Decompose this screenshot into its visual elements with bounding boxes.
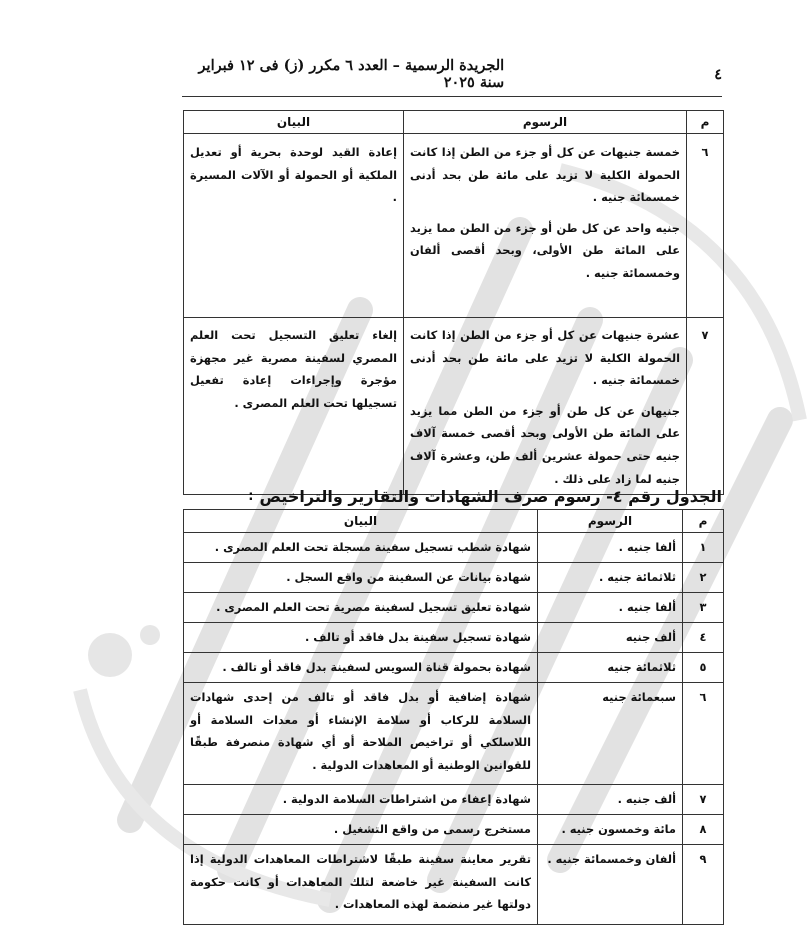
table3-header-desc: البيان — [184, 111, 404, 134]
table3-header-num: م — [687, 111, 724, 134]
description-cell: إعادة القيد لوحدة بحرية أو تعديل الملكية أو الحمولة أو الآلات المسيرة . — [184, 134, 404, 318]
gazette-title: الجريدة الرسمية – العدد ٦ مكرر (ز) فى ١٢ فبراير سنة ٢٠٢٥ — [198, 57, 505, 91]
fees-paragraph: جنيهان عن كل طن أو جزء من الطن مما يزيد على المائة طن الأولى وبحد أقصى خمسة آلاف جنيه حتى حمولة عشرين ألف طن، وعشرة آلاف جنيه لما زاد على ذلك . — [410, 403, 680, 486]
table4-header-fees: الرسوم — [538, 510, 683, 533]
running-header — [182, 57, 722, 91]
fees-cell: ألفا جنيه . — [538, 593, 683, 623]
row-number: ٤ — [683, 623, 724, 653]
row-number: ٢ — [683, 563, 724, 593]
row-number: ٣ — [683, 593, 724, 623]
description-cell: شهادة إضافية أو بدل فاقد أو تالف من إحدى شهادات السلامة للركاب أو سلامة الإنشاء أو معدات السلامة أو اللاسلكي أو تراخيص الملاحة أو أي شهادة منصرفة طبقًا للقوانين الوطنية أو المعاهدات الدولية . — [184, 683, 538, 785]
fees-paragraph: جنيه واحد عن كل طن أو جزء من الطن مما يزيد على المائة طن الأولى، وبحد أقصى ألفان وخمسمائة جنيه . — [410, 220, 680, 280]
table-row — [184, 318, 724, 495]
fees-paragraph: عشرة جنيهات عن كل أو جزء من الطن إذا كانت الحمولة الكلية لا تزيد على مائة طن بحد أدنى خمسمائة جنيه . — [410, 328, 680, 388]
page-number: ٤ — [714, 65, 722, 83]
fees-cell: ألف جنيه . — [538, 785, 683, 815]
table-row — [184, 563, 724, 593]
fees-cell — [404, 134, 687, 318]
fees-cell: ألف جنيه — [538, 623, 683, 653]
description-cell: شهادة بحمولة قناة السويس لسفينة بدل فاقد أو تالف . — [184, 653, 538, 683]
description-cell: إلغاء تعليق التسجيل تحت العلم المصري لسفينة مصرية غير مجهزة مؤجرة وإجراءات إعادة تفعيل تسجيلها تحت العلم المصرى . — [184, 318, 404, 495]
description-cell: تقرير معاينة سفينة طبقًا لاشتراطات المعاهدات الدولية إذا كانت السفينة غير خاضعة لتلك المعاهدات أو كانت حكومة دولتها غير منضمة لهذه المعاهدات . — [184, 845, 538, 925]
table4-certificates-fees — [183, 509, 724, 925]
fees-cell: ألفان وخمسمائة جنيه . — [538, 845, 683, 925]
row-number: ٩ — [683, 845, 724, 925]
row-number: ٥ — [683, 653, 724, 683]
row-number: ٧ — [683, 785, 724, 815]
description-cell: شهادة تسجيل سفينة بدل فاقد أو تالف . — [184, 623, 538, 653]
description-cell: شهادة تعليق تسجيل لسفينة مصرية تحت العلم المصرى . — [184, 593, 538, 623]
table-row — [184, 653, 724, 683]
table-row — [184, 845, 724, 925]
table-row — [184, 533, 724, 563]
header-divider — [182, 96, 722, 97]
row-number: ٧ — [687, 318, 724, 495]
fees-cell — [404, 318, 687, 495]
description-cell: شهادة بيانات عن السفينة من واقع السجل . — [184, 563, 538, 593]
description-cell: مستخرج رسمى من واقع التشغيل . — [184, 815, 538, 845]
description-cell: شهادة شطب تسجيل سفينة مسجلة تحت العلم المصرى . — [184, 533, 538, 563]
table3-continuation — [183, 110, 724, 495]
fees-paragraph: خمسة جنيهات عن كل أو جزء من الطن إذا كانت الحمولة الكلية لا تزيد على مائة طن بحد أدنى خمسمائة جنيه . — [410, 145, 680, 205]
section-title — [230, 484, 722, 508]
row-number: ١ — [683, 533, 724, 563]
table-row — [184, 593, 724, 623]
fees-cell: ثلاثمائة جنيه . — [538, 563, 683, 593]
table3-header-fees: الرسوم — [404, 111, 687, 134]
row-number: ٦ — [687, 134, 724, 318]
fees-cell: سبعمائة جنيه — [538, 683, 683, 785]
description-cell: شهادة إعفاء من اشتراطات السلامة الدولية . — [184, 785, 538, 815]
table-row — [184, 785, 724, 815]
row-number: ٦ — [683, 683, 724, 785]
table-row — [184, 134, 724, 318]
fees-cell: مائة وخمسون جنيه . — [538, 815, 683, 845]
row-number: ٨ — [683, 815, 724, 845]
table4-header-desc: البيان — [184, 510, 538, 533]
table4-header-num: م — [683, 510, 724, 533]
fees-cell: ثلاثمائة جنيه — [538, 653, 683, 683]
table-row — [184, 623, 724, 653]
section-title-text: الجدول رقم ٤- رسوم صرف الشهادات والتقارير والتراخيص — [259, 486, 722, 506]
fees-cell: ألفا جنيه . — [538, 533, 683, 563]
section-title-colon: : — [248, 488, 254, 504]
table-row — [184, 815, 724, 845]
table-row — [184, 683, 724, 785]
